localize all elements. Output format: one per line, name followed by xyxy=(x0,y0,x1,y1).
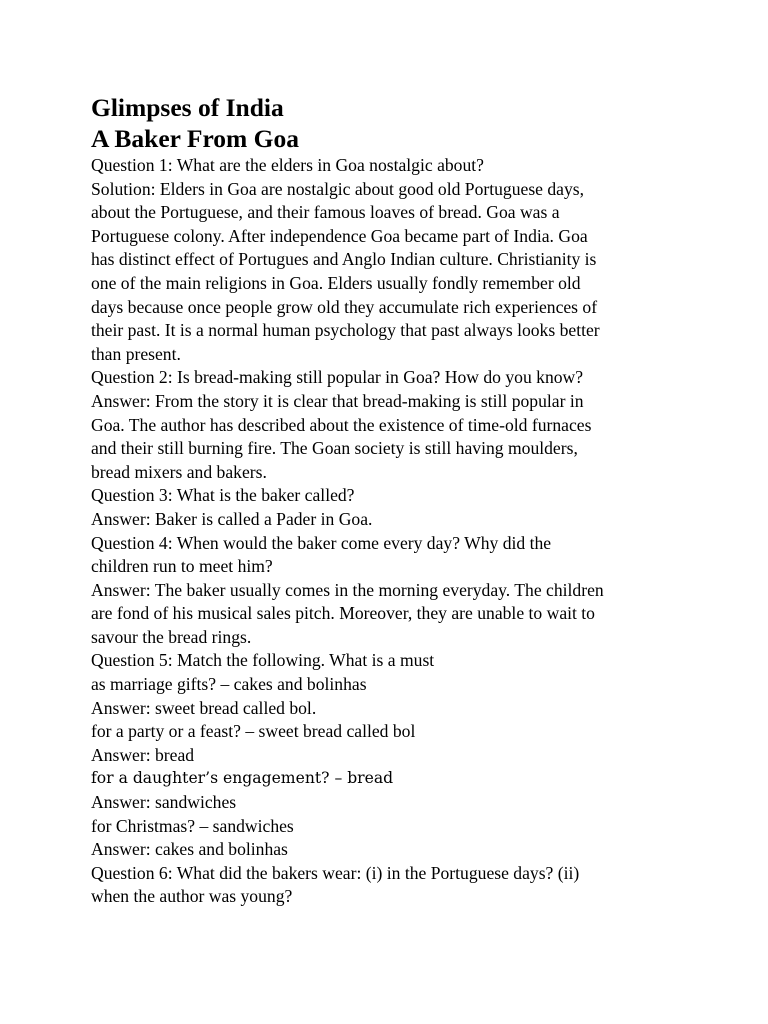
text-line: about the Portuguese, and their famous loaves of bread. Goa was a xyxy=(91,202,560,223)
text-line: are fond of his musical sales pitch. Moreover, they are unable to wait to xyxy=(91,603,595,624)
text-line: for Christmas? – sandwiches xyxy=(91,815,294,836)
text-line: as marriage gifts? – cakes and bolinhas xyxy=(91,674,367,695)
text-line: Answer: Baker is called a Pader in Goa. xyxy=(91,508,373,529)
text-line: Answer: bread xyxy=(91,744,195,765)
text-line: Answer: sandwiches xyxy=(91,792,237,813)
text-line: for a party or a feast? – sweet bread called bol xyxy=(91,721,416,742)
text-line: Question 2: Is bread-making still popular in Goa? How do you know? xyxy=(91,367,584,388)
text-line: Answer: The baker usually comes in the morning everyday. The children xyxy=(91,579,604,600)
text-line: Solution: Elders in Goa are nostalgic about good old Portuguese days, xyxy=(91,178,585,199)
text-line: Question 1: What are the elders in Goa nostalgic about? xyxy=(91,155,484,175)
document-page xyxy=(91,92,691,909)
text-line: Question 4: When would the baker come every day? Why did the xyxy=(91,532,552,553)
text-line: Question 6: What did the bakers wear: (i) in the Portuguese days? (ii) xyxy=(91,862,580,883)
text-line: days because once people grow old they accumulate rich experiences of xyxy=(91,296,598,317)
document-title-line-2: A Baker From Goa xyxy=(91,124,300,153)
text-line: and their still burning fire. The Goan society is still having moulders, xyxy=(91,438,578,459)
text-line: their past. It is a normal human psychology that past always looks better xyxy=(91,320,600,341)
text-line: Question 5: Match the following. What is a must xyxy=(91,650,435,671)
text-line: Question 3: What is the baker called? xyxy=(91,485,355,506)
document-title-line-1: Glimpses of India xyxy=(91,93,284,122)
text-line: Goa. The author has described about the existence of time-old furnaces xyxy=(91,414,592,435)
text-line: Answer: From the story it is clear that bread-making is still popular in xyxy=(91,390,584,411)
text-line: Answer: sweet bread called bol. xyxy=(91,697,317,718)
text-line: has distinct effect of Portugues and Anglo Indian culture. Christianity is xyxy=(91,249,597,270)
text-line: for a daughter’s engagement? – bread xyxy=(91,769,394,788)
text-line: savour the bread rings. xyxy=(91,626,252,647)
text-line: bread mixers and bakers. xyxy=(91,461,267,482)
text-line: one of the main religions in Goa. Elders usually fondly remember old xyxy=(91,272,581,293)
text-line: than present. xyxy=(91,343,181,364)
text-line: Portuguese colony. After independence Goa became part of India. Goa xyxy=(91,225,588,246)
text-line: children run to meet him? xyxy=(91,556,273,577)
document-body xyxy=(91,154,691,909)
text-line: Answer: cakes and bolinhas xyxy=(91,839,288,860)
text-line: when the author was young? xyxy=(91,886,293,907)
